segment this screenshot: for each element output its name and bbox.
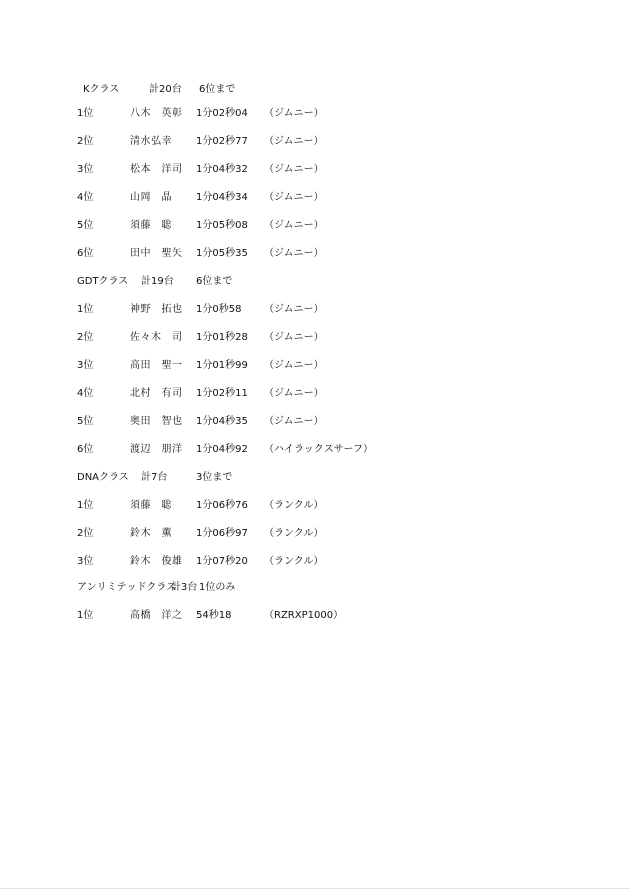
lap-time: 1分0秒58 — [196, 304, 242, 315]
result-row — [0, 134, 630, 150]
class-count: 計20台 — [149, 84, 182, 95]
vehicle: （ジムニー） — [264, 136, 324, 147]
vehicle: （ジムニー） — [264, 164, 324, 175]
lap-time: 1分02秒11 — [196, 388, 248, 399]
lap-time: 1分05秒35 — [196, 248, 248, 259]
lap-time: 1分04秒32 — [196, 164, 248, 175]
result-row — [0, 358, 630, 374]
section-header — [0, 82, 630, 98]
class-title: GDTクラス — [77, 276, 129, 287]
rank: 5位 — [77, 416, 94, 427]
result-row — [0, 190, 630, 206]
driver-name: 八木 英彰 — [130, 108, 183, 119]
driver-name: 清水弘幸 — [130, 136, 172, 147]
result-row — [0, 414, 630, 430]
rank: 3位 — [77, 360, 94, 371]
driver-name: 松本 洋司 — [130, 164, 183, 175]
vehicle: （ジムニー） — [264, 192, 324, 203]
lap-time: 1分04秒34 — [196, 192, 248, 203]
vehicle: （ジムニー） — [264, 248, 324, 259]
driver-name: 須藤 聡 — [130, 500, 172, 511]
driver-name: 北村 有司 — [130, 388, 183, 399]
class-title: DNAクラス — [77, 472, 129, 483]
section-header — [0, 580, 630, 596]
lap-time: 1分04秒35 — [196, 416, 248, 427]
class-limit: 6位まで — [196, 276, 233, 287]
lap-time: 1分01秒99 — [196, 360, 248, 371]
rank: 3位 — [77, 164, 94, 175]
vehicle: （ジムニー） — [264, 108, 324, 119]
lap-time: 1分06秒97 — [196, 528, 248, 539]
class-limit: 3位まで — [196, 472, 233, 483]
rank: 2位 — [77, 332, 94, 343]
rank: 6位 — [77, 248, 94, 259]
result-row — [0, 302, 630, 318]
rank: 5位 — [77, 220, 94, 231]
rank: 3位 — [77, 556, 94, 567]
result-row — [0, 330, 630, 346]
driver-name: 鈴木 俊雄 — [130, 556, 183, 567]
lap-time: 1分06秒76 — [196, 500, 248, 511]
driver-name: 須藤 聡 — [130, 220, 172, 231]
result-row — [0, 554, 630, 570]
result-row — [0, 526, 630, 542]
lap-time: 1分07秒20 — [196, 556, 248, 567]
vehicle: （ジムニー） — [264, 304, 324, 315]
vehicle: （ジムニー） — [264, 332, 324, 343]
result-row — [0, 498, 630, 514]
rank: 1位 — [77, 304, 94, 315]
vehicle: （ハイラックスサーフ） — [264, 444, 373, 455]
vehicle: （ジムニー） — [264, 416, 324, 427]
rank: 1位 — [77, 500, 94, 511]
rank: 1位 — [77, 610, 94, 621]
result-row — [0, 106, 630, 122]
driver-name: 田中 聖矢 — [130, 248, 183, 259]
driver-name: 佐々木 司 — [130, 332, 183, 343]
driver-name: 高田 聖一 — [130, 360, 183, 371]
section-header — [0, 470, 630, 486]
result-row — [0, 442, 630, 458]
vehicle: （ランクル） — [264, 556, 324, 567]
section-header — [0, 274, 630, 290]
class-count: 計19台 — [141, 276, 174, 287]
class-title: Kクラス — [83, 84, 120, 95]
lap-time: 1分01秒28 — [196, 332, 248, 343]
lap-time: 1分02秒04 — [196, 108, 248, 119]
driver-name: 鈴木 薫 — [130, 528, 172, 539]
vehicle: （RZRXP1000） — [264, 610, 344, 621]
result-row — [0, 246, 630, 262]
page-bottom-rule — [0, 888, 630, 889]
driver-name: 山岡 晶 — [130, 192, 172, 203]
vehicle: （ジムニー） — [264, 360, 324, 371]
vehicle: （ランクル） — [264, 500, 324, 511]
rank: 4位 — [77, 388, 94, 399]
vehicle: （ランクル） — [264, 528, 324, 539]
lap-time: 1分04秒92 — [196, 444, 248, 455]
lap-time: 54秒18 — [196, 610, 232, 621]
result-row — [0, 218, 630, 234]
driver-name: 渡辺 朋洋 — [130, 444, 183, 455]
result-row — [0, 162, 630, 178]
result-row — [0, 608, 630, 624]
rank: 6位 — [77, 444, 94, 455]
class-limit: 1位のみ — [199, 582, 236, 593]
class-limit: 6位まで — [199, 84, 236, 95]
rank: 2位 — [77, 528, 94, 539]
lap-time: 1分02秒77 — [196, 136, 248, 147]
driver-name: 高橋 洋之 — [130, 610, 183, 621]
rank: 4位 — [77, 192, 94, 203]
class-count: 計7台 — [141, 472, 168, 483]
driver-name: 神野 拓也 — [130, 304, 183, 315]
vehicle: （ジムニー） — [264, 220, 324, 231]
class-title: アンリミテッドクラス — [77, 582, 177, 593]
rank: 1位 — [77, 108, 94, 119]
result-row — [0, 386, 630, 402]
lap-time: 1分05秒08 — [196, 220, 248, 231]
class-count: 計3台 — [171, 582, 198, 593]
rank: 2位 — [77, 136, 94, 147]
driver-name: 奥田 智也 — [130, 416, 183, 427]
vehicle: （ジムニー） — [264, 388, 324, 399]
